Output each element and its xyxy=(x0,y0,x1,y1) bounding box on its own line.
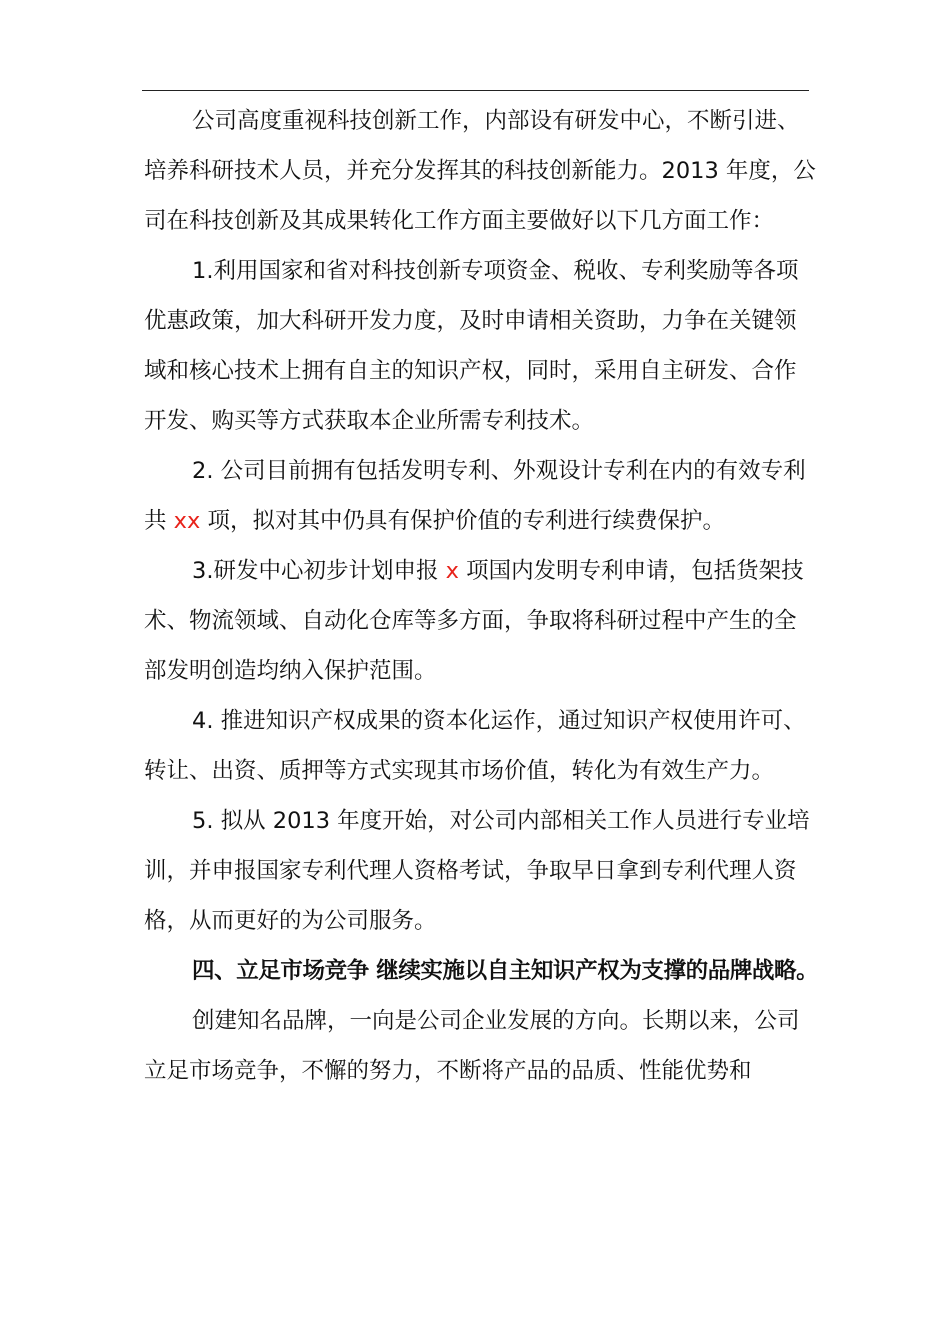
section-4-heading: 四、立足市场竞争 继续实施以自主知识产权为支撑的品牌战略。 xyxy=(192,958,819,984)
item-5-paragraph: 5. 拟从 2013 年度开始，对公司内部相关工作人员进行专业培训，并申报国家专利代理人资格考试，争取早日拿到专利代理人资格，从而更好的为公司服务。 xyxy=(144,808,810,934)
item-2-placeholder-count: xx xyxy=(173,508,201,534)
item-3-text-after: 项国内发明专利申请，包括货架技术、物流领域、自动化仓库等多方面，争取将科研过程中产生的全部发明创造均纳入保护范围。 xyxy=(144,558,804,684)
document-body xyxy=(144,96,819,1096)
section-4-body-paragraph: 创建知名品牌，一向是公司企业发展的方向。长期以来，公司立足市场竞争，不懈的努力，不断将产品的品质、性能优势和 xyxy=(144,1008,800,1084)
item-2-text-before: 2. 公司目前拥有包括发明专利、外观设计专利在内的有效专利共 xyxy=(144,458,806,534)
intro-paragraph: 公司高度重视科技创新工作，内部设有研发中心，不断引进、培养科研技术人员，并充分发挥其的科技创新能力。2013 年度，公司在科技创新及其成果转化工作方面主要做好以下几方面工作： xyxy=(144,108,816,234)
item-2-paragraph xyxy=(144,446,816,546)
item-2-text-after: 项，拟对其中仍具有保护价值的专利进行续费保护。 xyxy=(200,508,725,534)
item-3-text-before: 3.研发中心初步计划申报 xyxy=(192,558,446,584)
item-3-placeholder-count: x xyxy=(445,558,459,584)
header-rule xyxy=(142,90,809,91)
item-3-paragraph xyxy=(144,546,816,696)
item-4-paragraph: 4. 推进知识产权成果的资本化运作，通过知识产权使用许可、转让、出资、质押等方式实现其市场价值，转化为有效生产力。 xyxy=(144,708,806,784)
item-1-paragraph: 1.利用国家和省对科技创新专项资金、税收、专利奖励等各项优惠政策，加大科研开发力度，及时申请相关资助，力争在关键领域和核心技术上拥有自主的知识产权，同时，采用自主研发、合作开发、购买等方式获取本企业所需专利技术。 xyxy=(144,258,799,434)
